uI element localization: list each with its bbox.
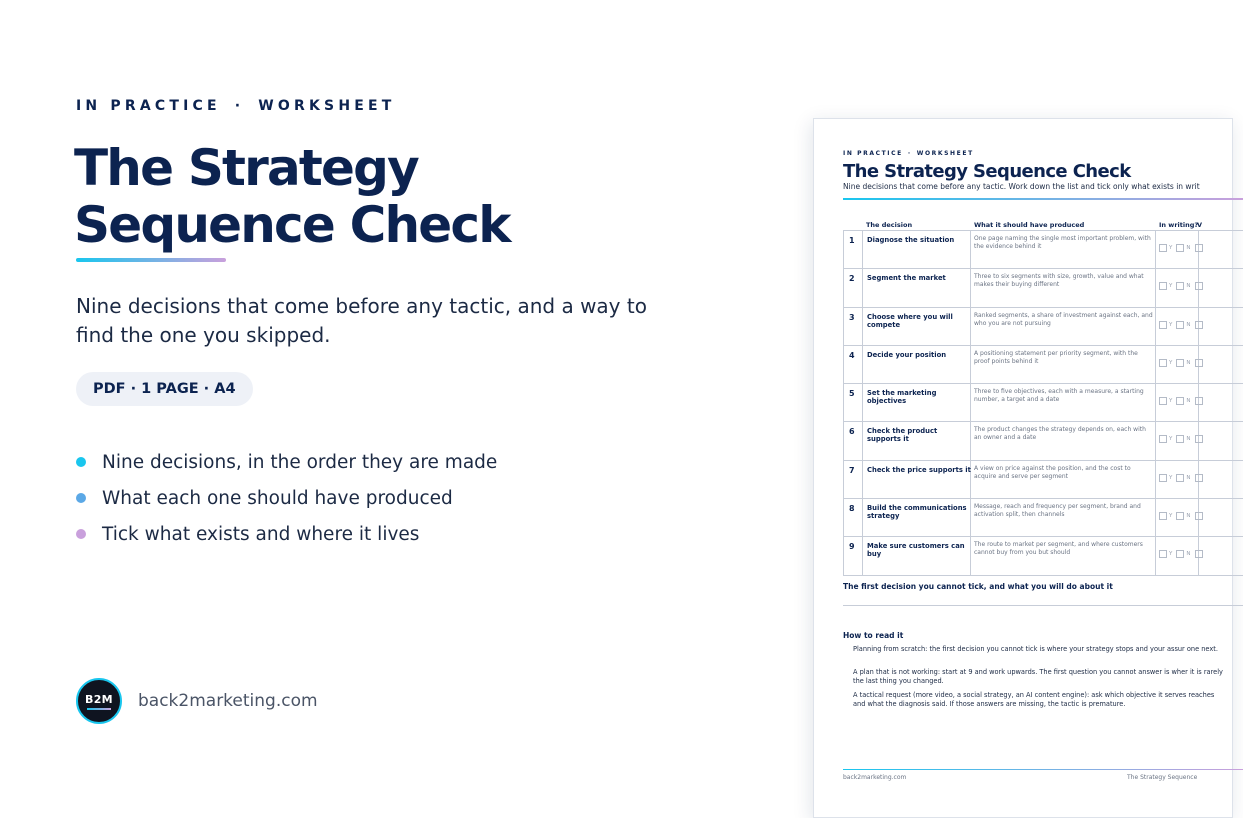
yes-checkbox[interactable] <box>1159 244 1167 252</box>
format-badge: PDF · 1 PAGE · A4 <box>76 372 253 406</box>
list-item <box>76 516 497 552</box>
decision-table <box>843 230 1243 576</box>
table-row <box>843 269 1243 307</box>
eyebrow-type: WORKSHEET <box>258 98 396 114</box>
logo-text: B2M <box>85 692 113 706</box>
no-checkbox[interactable] <box>1176 244 1184 252</box>
subtitle: Nine decisions that come before any tactic, and a way to find the one you skipped. <box>76 294 647 347</box>
row-produced: A positioning statement per priority segment, with the proof points behind it <box>974 349 1138 365</box>
yes-label: Y <box>1169 321 1173 328</box>
list-item-text: Tick what exists and where it lives <box>102 523 420 545</box>
row-produced: Three to six segments with size, growth, value and what makes their buying different <box>974 273 1144 289</box>
worksheet-eyebrow <box>843 150 974 157</box>
row-number: 5 <box>849 389 855 399</box>
yes-label: Y <box>1169 436 1173 443</box>
no-label: N <box>1186 245 1191 251</box>
eyebrow-separator: · <box>234 98 245 114</box>
no-label: N <box>1186 321 1191 328</box>
no-checkbox[interactable] <box>1176 359 1184 367</box>
row-number: 3 <box>849 312 855 322</box>
how-paragraph: A plan that is not working: start at 9 and work upwards. The first question you cannot answer is wher it is rarely the last thing you changed. <box>853 668 1223 686</box>
row-number: 9 <box>849 542 855 552</box>
how-paragraph: A tactical request (more video, a social strategy, an AI content engine): ask which objective it serves reaches and what the diagnosis said. If those answers are missing, the tactic is premature. <box>853 691 1215 709</box>
first-decision-prompt: The first decision you cannot tick, and what you will do about it <box>843 582 1113 591</box>
list-item-text: What each one should have produced <box>102 487 453 509</box>
row-produced: Ranked segments, a share of investment against each, and who you are not pursuing <box>974 311 1153 327</box>
row-number: 1 <box>849 236 855 245</box>
row-decision: Set the marketing objectives <box>867 389 937 406</box>
column-header-decision: The decision <box>866 221 913 229</box>
yes-checkbox[interactable] <box>1159 474 1167 482</box>
worksheet-preview <box>813 118 1233 818</box>
table-row <box>843 422 1243 460</box>
yes-label: Y <box>1169 398 1173 405</box>
no-checkbox[interactable] <box>1176 397 1184 405</box>
eyebrow-category: IN PRACTICE <box>76 98 221 114</box>
yes-checkbox[interactable] <box>1159 435 1167 443</box>
yes-checkbox[interactable] <box>1159 321 1167 329</box>
column-header-produced: What it should have produced <box>974 221 1085 229</box>
answer-line <box>843 605 1243 606</box>
how-paragraph: Planning from scratch: the first decision you cannot tick is where your strategy stops and your assur one next. <box>853 645 1218 653</box>
row-produced: The route to market per segment, and where customers cannot buy from you but should <box>974 541 1143 557</box>
row-number: 8 <box>849 504 855 514</box>
table-row <box>843 346 1243 384</box>
no-label: N <box>1186 474 1191 481</box>
table-row <box>843 384 1243 422</box>
yes-checkbox[interactable] <box>1159 397 1167 405</box>
yes-checkbox[interactable] <box>1159 512 1167 520</box>
bullet-dot-icon <box>76 493 86 503</box>
in-writing-check <box>1159 474 1205 482</box>
no-checkbox[interactable] <box>1176 321 1184 329</box>
extra-checkbox[interactable] <box>1195 244 1203 252</box>
extra-checkbox[interactable] <box>1195 359 1203 367</box>
row-decision: Build the communications strategy <box>867 504 967 521</box>
row-produced: The product changes the strategy depends on, each with an owner and a date <box>974 426 1146 442</box>
extra-checkbox[interactable] <box>1195 321 1203 329</box>
how-to-read-title: How to read it <box>843 631 904 640</box>
worksheet-title-rule <box>843 198 1243 200</box>
feature-list <box>76 444 497 552</box>
yes-checkbox[interactable] <box>1159 359 1167 367</box>
brand-footer <box>76 678 318 724</box>
list-item <box>76 444 497 480</box>
yes-checkbox[interactable] <box>1159 282 1167 290</box>
in-writing-check <box>1159 359 1205 367</box>
in-writing-check <box>1159 512 1205 520</box>
in-writing-check <box>1159 321 1205 329</box>
in-writing-check <box>1159 550 1205 558</box>
row-number: 4 <box>849 350 855 360</box>
no-checkbox[interactable] <box>1176 282 1184 290</box>
table-row <box>843 308 1243 346</box>
extra-checkbox[interactable] <box>1195 550 1203 558</box>
bullet-dot-icon <box>76 457 86 467</box>
row-produced: A view on price against the position, and the cost to acquire and serve per segment <box>974 464 1131 480</box>
title-line-1: The Strategy <box>74 139 418 197</box>
yes-checkbox[interactable] <box>1159 550 1167 558</box>
no-checkbox[interactable] <box>1176 435 1184 443</box>
title-line-2: Sequence Check <box>74 196 510 254</box>
table-row <box>843 231 1243 269</box>
in-writing-check <box>1159 397 1205 405</box>
worksheet-footer-title: The Strategy Sequence <box>1127 774 1198 781</box>
yes-label: Y <box>1169 283 1173 290</box>
extra-checkbox[interactable] <box>1195 282 1203 290</box>
logo-underline <box>87 708 111 710</box>
brand-logo <box>76 678 122 724</box>
yes-label: Y <box>1169 474 1173 481</box>
bullet-dot-icon <box>76 529 86 539</box>
worksheet-footer-rule <box>843 769 1243 770</box>
in-writing-check <box>1159 435 1205 443</box>
in-writing-check <box>1159 244 1205 252</box>
row-decision: Segment the market <box>867 274 946 283</box>
row-decision: Diagnose the situation <box>867 236 955 244</box>
row-produced: Message, reach and frequency per segment, brand and activation split, then channels <box>974 503 1141 519</box>
eyebrow <box>76 98 396 114</box>
row-number: 7 <box>849 465 855 475</box>
extra-checkbox[interactable] <box>1195 435 1203 443</box>
list-item <box>76 480 497 516</box>
in-writing-check <box>1159 282 1205 290</box>
extra-checkbox[interactable] <box>1195 397 1203 405</box>
row-decision: Make sure customers can buy <box>867 542 965 559</box>
row-decision: Check the product supports it <box>867 427 938 444</box>
yes-label: Y <box>1169 359 1173 366</box>
no-checkbox[interactable] <box>1176 550 1184 558</box>
no-label: N <box>1186 283 1191 290</box>
worksheet-footer-url: back2marketing.com <box>843 774 907 781</box>
list-item-text: Nine decisions, in the order they are made <box>102 451 498 473</box>
worksheet-eyebrow-category: IN PRACTICE <box>843 150 903 157</box>
worksheet-subtitle: Nine decisions that come before any tactic. Work down the list and tick only what exists in writ <box>843 182 1200 191</box>
row-produced: One page naming the single most important problem, with the evidence behind it <box>974 235 1151 250</box>
row-number: 6 <box>849 427 855 437</box>
row-produced: Three to five objectives, each with a measure, a starting number, a target and a date <box>974 388 1144 404</box>
no-label: N <box>1186 551 1191 558</box>
no-label: N <box>1186 359 1191 366</box>
column-header-extra: V <box>1197 221 1203 229</box>
no-checkbox[interactable] <box>1176 512 1184 520</box>
page-title <box>74 140 714 254</box>
column-header-in-writing: In writing? <box>1159 221 1199 229</box>
worksheet-eyebrow-separator: · <box>907 150 912 157</box>
brand-url[interactable]: back2marketing.com <box>138 691 318 711</box>
yes-label: Y <box>1169 245 1173 251</box>
table-row <box>843 461 1243 499</box>
worksheet-eyebrow-type: WORKSHEET <box>916 150 974 157</box>
no-checkbox[interactable] <box>1176 474 1184 482</box>
row-decision: Choose where you will compete <box>867 312 953 329</box>
table-row <box>843 537 1243 575</box>
row-number: 2 <box>849 274 855 284</box>
table-row <box>843 499 1243 537</box>
extra-checkbox[interactable] <box>1195 474 1203 482</box>
extra-checkbox[interactable] <box>1195 512 1203 520</box>
row-decision: Check the price supports it <box>867 465 971 474</box>
no-label: N <box>1186 398 1191 405</box>
row-decision: Decide your position <box>867 350 947 359</box>
worksheet-title: The Strategy Sequence Check <box>843 161 1131 182</box>
title-underline <box>76 258 226 262</box>
no-label: N <box>1186 436 1191 443</box>
yes-label: Y <box>1169 513 1173 520</box>
yes-label: Y <box>1169 551 1173 558</box>
no-label: N <box>1186 513 1191 520</box>
